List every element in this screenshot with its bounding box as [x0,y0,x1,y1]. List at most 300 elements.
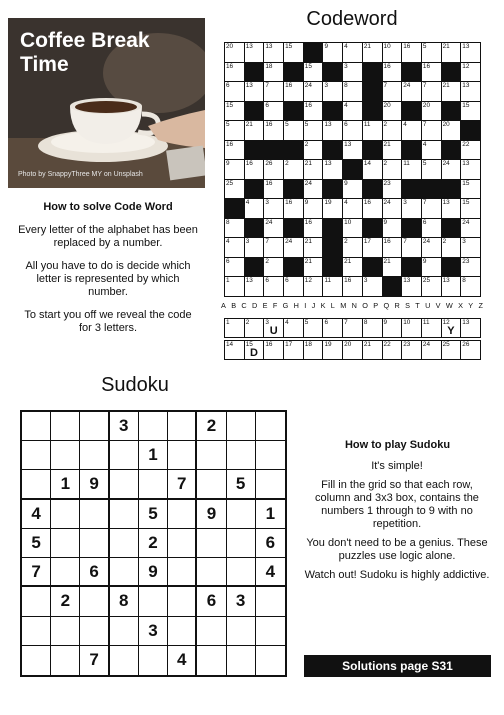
codeword-cell-number: 23 [383,179,391,187]
key-number: 21 [363,341,371,348]
sudoku-cell [197,441,226,470]
codeword-cell-number: 21 [344,257,352,265]
sudoku-cell: 8 [110,587,139,616]
sudoku-cell [51,412,80,441]
codeword-cell-number: 2 [344,238,348,246]
codeword-cell [461,63,480,82]
sudoku-cell [227,646,256,675]
codeword-cell [264,277,283,296]
codeword-cell-number: 26 [265,160,273,168]
key-number: 11 [422,319,430,326]
codeword-cell-number: 21 [363,43,371,50]
key-number: 9 [383,319,388,326]
codeword-cell-number: 24 [403,82,411,90]
codeword-black-cell [323,219,342,238]
codeword-cell [461,43,480,62]
codeword-cell [422,277,441,296]
key-number: 25 [442,341,450,348]
codeword-cell-number: 15 [285,43,293,50]
codeword-cell [383,199,402,218]
codeword-cell-number: 4 [245,199,250,207]
coffee-photo [8,18,205,188]
codeword-cell-number: 6 [422,218,427,226]
codeword-cell [442,238,461,257]
codeword-cell-number: 2 [285,160,289,168]
codeword-cell [402,121,421,140]
codeword-cell-number: 13 [442,277,450,285]
key-cell [363,319,382,337]
key-cell [383,341,402,359]
codeword-cell [442,43,461,62]
codeword-cell [343,43,362,62]
codeword-title: Codeword [306,8,398,30]
codeword-cell-number: 16 [245,160,253,168]
codeword-black-cell [402,63,421,82]
sudoku-cell [197,558,226,587]
sudoku-cell [197,529,226,558]
codeword-black-cell [323,102,342,121]
sudoku-howto-text [304,460,490,588]
codeword-cell [304,102,323,121]
codeword-cell [304,141,323,160]
key-number: 6 [324,319,329,326]
codeword-howto-paragraph: Every letter of the alphabet has been replaced by a number. [18,224,198,249]
key-cell [323,319,342,337]
codeword-black-cell [323,180,342,199]
codeword-cell [343,199,362,218]
sudoku-cell [51,558,80,587]
codeword-cell [343,258,362,277]
sudoku-cell [80,617,109,646]
codeword-howto-paragraph: To start you off we reveal the code for 3 letters. [24,309,192,334]
key-cell [343,341,362,359]
codeword-cell-number: 7 [403,238,407,246]
codeword-cell [264,82,283,101]
codeword-black-cell [284,180,303,199]
codeword-cell [422,102,441,121]
sudoku-cell [110,500,139,529]
codeword-cell [323,121,342,140]
sudoku-cell [168,587,197,616]
key-cell [323,341,342,359]
codeword-cell [284,82,303,101]
codeword-cell-number: 16 [403,43,411,50]
codeword-cell-number: 9 [344,179,348,187]
codeword-cell [402,277,421,296]
sudoku-cell [139,646,168,675]
codeword-cell [264,121,283,140]
codeword-cell [284,199,303,218]
alphabet-letter: I [304,301,307,310]
sudoku-cell: 5 [22,529,51,558]
codeword-black-cell [363,180,382,199]
alphabet-letter: M [340,301,347,310]
alphabet-letter: N [351,301,357,310]
codeword-cell-number: 1 [226,277,230,285]
codeword-cell [343,102,362,121]
codeword-cell [461,258,480,277]
codeword-cell-number: 5 [422,160,427,168]
codeword-black-cell [422,180,441,199]
codeword-black-cell [442,141,461,160]
sudoku-cell [110,617,139,646]
codeword-black-cell [442,102,461,121]
sudoku-cell [110,558,139,587]
codeword-cell-number: 3 [265,199,269,207]
codeword-cell [343,219,362,238]
codeword-cell-number: 4 [344,43,348,50]
codeword-cell [422,219,441,238]
codeword-cell [304,63,323,82]
codeword-cell [245,277,264,296]
codeword-black-cell [284,141,303,160]
codeword-cell-number: 15 [462,101,470,109]
codeword-black-cell [363,102,382,121]
alphabet-letter: Q [383,301,390,310]
codeword-cell-number: 24 [304,179,312,187]
sudoku-cell [197,470,226,499]
codeword-cell [383,160,402,179]
codeword-cell-number: 4 [226,238,230,246]
codeword-cell-number: 2 [383,121,388,129]
codeword-cell-number: 16 [363,199,371,207]
codeword-black-cell [402,180,421,199]
sudoku-cell [256,617,285,646]
sudoku-cell: 5 [139,500,168,529]
alphabet-letter: E [262,301,268,310]
codeword-black-cell [383,277,402,296]
codeword-cell-number: 12 [462,62,470,70]
codeword-cell-number: 7 [265,82,269,90]
codeword-cell [323,160,342,179]
codeword-cell-number: 16 [383,238,391,246]
codeword-cell-number: 8 [226,218,230,226]
codeword-cell [402,82,421,101]
key-cell [245,341,264,359]
codeword-cell-number: 24 [442,160,450,168]
codeword-cell [264,199,283,218]
key-cell [264,341,283,359]
codeword-cell-number: 13 [245,277,253,285]
codeword-cell [383,258,402,277]
codeword-cell-number: 3 [403,199,407,207]
sudoku-cell [51,441,80,470]
solutions-page-banner: Solutions page S31 [304,655,491,677]
alphabet-letter: J [311,301,316,310]
codeword-cell [225,238,244,257]
codeword-cell [264,238,283,257]
codeword-cell [402,199,421,218]
key-number: 7 [344,319,348,326]
codeword-black-cell [245,258,264,277]
codeword-black-cell [402,141,421,160]
codeword-cell [225,102,244,121]
codeword-cell-number: 3 [363,277,368,285]
codeword-black-cell [323,258,342,277]
alphabet-letter: L [330,301,335,310]
codeword-cell-number: 13 [462,82,470,90]
alphabet-letter: A [221,301,226,310]
alphabet-letter: C [241,301,247,310]
sudoku-grid [20,410,287,677]
codeword-cell [225,258,244,277]
sudoku-cell [110,470,139,499]
codeword-cell-number: 9 [422,257,427,265]
codeword-cell [225,277,244,296]
codeword-cell-number: 11 [363,121,371,129]
sudoku-cell: 4 [256,558,285,587]
sudoku-cell: 6 [256,529,285,558]
key-revealed-letter: D [250,347,258,359]
codeword-cell [225,141,244,160]
codeword-cell-number: 21 [442,82,450,90]
codeword-cell [304,82,323,101]
codeword-cell-number: 9 [304,199,309,207]
codeword-cell-number: 10 [383,43,391,50]
codeword-black-cell [402,102,421,121]
codeword-cell-number: 13 [265,43,273,50]
alphabet-letter: Z [478,301,483,310]
alphabet-letter: G [282,301,289,310]
key-number: 26 [462,341,470,348]
codeword-black-cell [284,219,303,238]
codeword-alphabet [221,301,483,310]
codeword-cell [461,199,480,218]
key-number: 14 [226,341,234,348]
codeword-cell-number: 20 [422,101,431,109]
alphabet-letter: B [231,301,237,310]
sudoku-cell: 2 [197,412,226,441]
sudoku-cell [22,470,51,499]
codeword-cell [422,82,441,101]
codeword-cell [304,238,323,257]
codeword-cell-number: 13 [245,82,253,90]
sudoku-cell: 9 [139,558,168,587]
codeword-cell-number: 3 [324,82,329,90]
sudoku-cell [227,412,256,441]
codeword-black-cell [323,141,342,160]
codeword-cell-number: 3 [245,238,250,246]
key-number: 18 [304,341,312,348]
sudoku-cell [168,558,197,587]
sudoku-cell: 4 [168,646,197,675]
sudoku-howto-title: How to play Sudoku [344,439,451,451]
codeword-cell [264,219,283,238]
codeword-cell-number: 21 [383,257,391,265]
sudoku-cell: 2 [51,587,80,616]
codeword-black-cell [402,219,421,238]
codeword-cell [245,238,264,257]
codeword-black-cell [284,102,303,121]
codeword-black-cell [343,160,362,179]
key-number: 20 [344,341,352,348]
alphabet-letter: P [373,301,379,310]
codeword-black-cell [442,258,461,277]
sudoku-cell [256,470,285,499]
alphabet-letter: O [362,301,368,310]
key-cell [442,319,461,337]
codeword-cell [422,121,441,140]
sudoku-cell: 7 [80,646,109,675]
codeword-cell [245,43,264,62]
sudoku-cell [197,646,226,675]
codeword-cell-number: 3 [344,62,348,70]
codeword-cell [363,43,382,62]
codeword-cell-number: 25 [226,179,234,187]
codeword-cell-number: 14 [363,160,371,168]
codeword-cell [461,238,480,257]
codeword-cell [402,160,421,179]
codeword-cell-number: 13 [344,140,352,148]
codeword-cell-number: 21 [304,238,312,246]
codeword-cell [225,160,244,179]
key-number: 13 [462,319,470,326]
codeword-cell-number: 5 [285,121,289,129]
codeword-cell-number: 2 [383,160,388,168]
codeword-cell-number: 6 [344,121,348,129]
key-cell [304,341,323,359]
alphabet-letter: U [425,301,431,310]
codeword-cell [383,180,402,199]
sudoku-cell: 5 [227,470,256,499]
codeword-cell-number: 20 [383,101,391,109]
alphabet-letter: W [445,301,453,310]
codeword-cell-number: 22 [462,140,470,148]
codeword-black-cell [245,63,264,82]
key-cell [264,319,283,337]
key-number: 1 [226,319,230,326]
sudoku-howto-paragraph: Watch out! Sudoku is highly addictive. [304,569,490,581]
key-cell [422,319,441,337]
codeword-cell-number: 6 [265,277,269,285]
codeword-black-cell [245,180,264,199]
codeword-cell [323,43,342,62]
codeword-black-cell [245,219,264,238]
codeword-cell-number: 6 [285,277,289,285]
codeword-cell-number: 13 [462,43,470,50]
codeword-cell-number: 13 [462,160,470,168]
sudoku-cell [51,500,80,529]
key-cell [461,319,480,337]
codeword-cell [442,121,461,140]
codeword-cell-number: 16 [304,218,312,226]
codeword-cell [442,82,461,101]
codeword-cell [383,102,402,121]
sudoku-cell [80,500,109,529]
key-cell [383,319,402,337]
codeword-cell-number: 5 [422,43,427,50]
codeword-cell-number: 13 [245,43,253,50]
codeword-cell [225,180,244,199]
codeword-cell [363,160,382,179]
sudoku-cell [110,646,139,675]
codeword-black-cell [323,63,342,82]
codeword-cell-number: 20 [442,121,450,129]
codeword-cell-number: 6 [226,257,230,265]
codeword-cell-number: 17 [363,238,371,246]
codeword-cell-number: 13 [324,121,332,129]
key-cell [284,341,303,359]
codeword-cell-number: 16 [285,82,293,90]
sudoku-cell: 6 [197,587,226,616]
key-cell [284,319,303,337]
sudoku-cell [168,500,197,529]
codeword-cell-number: 15 [226,101,234,109]
codeword-cell [264,180,283,199]
codeword-cell [284,121,303,140]
key-cell [304,319,323,337]
codeword-cell-number: 16 [304,101,312,109]
key-cell [402,341,421,359]
alphabet-letter: F [272,301,278,310]
codeword-cell-number: 16 [226,140,234,148]
codeword-cell [422,199,441,218]
sudoku-cell [22,412,51,441]
key-cell [402,319,421,337]
codeword-cell [284,238,303,257]
key-number: 10 [403,319,411,326]
codeword-cell-number: 6 [265,101,269,109]
codeword-cell [343,121,362,140]
codeword-cell-number: 24 [422,238,431,246]
codeword-black-cell [363,219,382,238]
sudoku-cell [168,412,197,441]
codeword-cell [442,277,461,296]
codeword-cell [264,43,283,62]
sudoku-cell [139,587,168,616]
codeword-cell-number: 4 [422,140,427,148]
codeword-cell [304,219,323,238]
key-number: 23 [403,341,411,348]
codeword-cell-number: 11 [403,160,410,168]
codeword-black-cell [264,141,283,160]
sudoku-cell [80,587,109,616]
codeword-howto-paragraph: All you have to do is decide which letter is represented by which number. [25,260,191,298]
key-number: 19 [324,341,332,348]
codeword-cell [225,219,244,238]
codeword-cell [304,160,323,179]
codeword-cell [383,63,402,82]
codeword-cell [304,258,323,277]
codeword-cell-number: 4 [344,199,348,207]
codeword-cell-number: 10 [344,218,352,226]
codeword-cell [461,160,480,179]
sudoku-cell [51,617,80,646]
codeword-cell-number: 24 [265,218,273,226]
codeword-cell [383,43,402,62]
codeword-cell [245,121,264,140]
codeword-cell-number: 5 [226,121,230,129]
codeword-cell [225,121,244,140]
key-cell [422,341,441,359]
codeword-black-cell [284,63,303,82]
key-cell [225,319,244,337]
codeword-cell [383,141,402,160]
codeword-cell-number: 15 [304,62,312,70]
key-cell [461,341,480,359]
codeword-cell [422,258,441,277]
codeword-key-row-1 [224,318,481,338]
codeword-cell [264,63,283,82]
sudoku-cell [22,646,51,675]
codeword-cell-number: 7 [422,121,427,129]
sudoku-cell [80,529,109,558]
codeword-cell [304,277,323,296]
codeword-cell [264,258,283,277]
sudoku-cell [139,412,168,441]
codeword-cell-number: 13 [324,160,332,168]
codeword-cell-number: 2 [265,257,269,265]
